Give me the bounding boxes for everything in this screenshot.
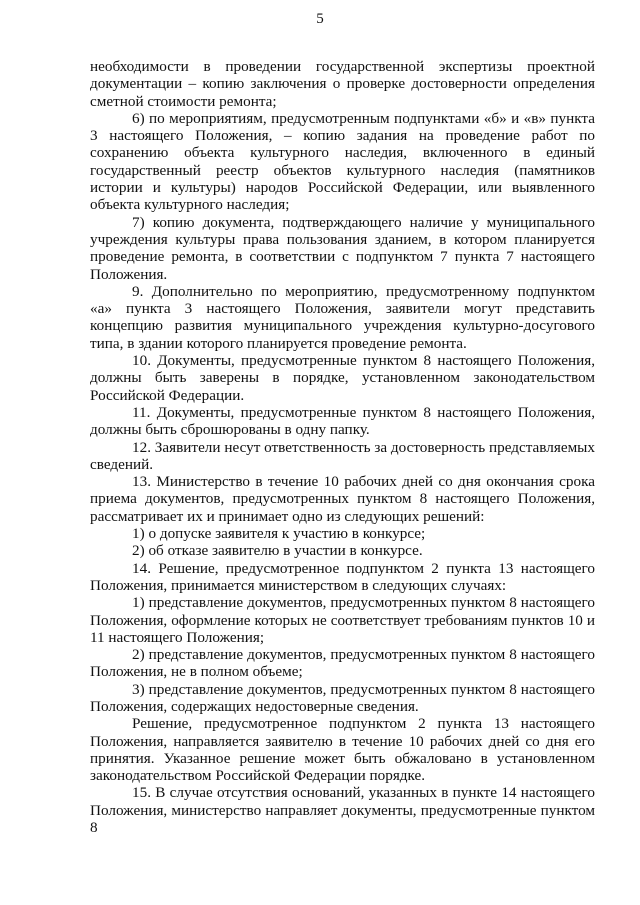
paragraph-clause-14-item-2: 2) представление документов, предусмотренных пунктом 8 настоящего Положения, не в полном объеме;: [90, 646, 595, 681]
paragraph-decision-notice: Решение, предусмотренное подпунктом 2 пункта 13 настоящего Положения, направляется заявителю в течение 10 рабочих дней со дня его принятия. Указанное решение может быть обжаловано в установленном законодательством Российской Федерации порядке.: [90, 715, 595, 785]
document-body: [90, 58, 595, 836]
paragraph-clause-13-item-1: 1) о допуске заявителя к участию в конкурсе;: [132, 525, 426, 543]
paragraph-clause-9: 9. Дополнительно по мероприятию, предусмотренному подпунктом «а» пункта 3 настоящего Положения, заявители могут представить концепцию развития муниципального учреждения культурно-досугового типа, в здании которого планируется проведение ремонта.: [90, 282, 595, 352]
paragraph-item-6: 6) по мероприятиям, предусмотренным подпунктами «б» и «в» пункта 3 настоящего Положения, – копию задания на проведение работ по сохранению объекта культурного наследия, включенного в единый государственный реестр объектов культурного наследия (памятников истории и культуры) народов Российской Федерации, или выявленного объекта культурного наследия;: [90, 109, 595, 214]
paragraph-clause-15: 15. В случае отсутствия оснований, указанных в пункте 14 настоящего Положения, министерство направляет документы, предусмотренные пунктом 8: [90, 784, 595, 837]
paragraph-clause-14-item-3: 3) представление документов, предусмотренных пунктом 8 настоящего Положения, содержащих недостоверные сведения.: [90, 680, 595, 715]
page-number: 5: [316, 11, 324, 27]
paragraph-clause-12: 12. Заявители несут ответственность за достоверность представляемых сведений.: [90, 438, 595, 473]
paragraph-clause-10: 10. Документы, предусмотренные пунктом 8 настоящего Положения, должны быть заверены в порядке, установленном законодательством Российской Федерации.: [90, 352, 595, 404]
paragraph-continuation: необходимости в проведении государственной экспертизы проектной документации – копию заключения о проверке достоверности определения сметной стоимости ремонта;: [90, 58, 595, 110]
paragraph-clause-14: 14. Решение, предусмотренное подпунктом 2 пункта 13 настоящего Положения, принимается министерством в следующих случаях:: [90, 559, 595, 594]
paragraph-clause-13-item-2: 2) об отказе заявителю в участии в конкурсе.: [132, 542, 423, 560]
paragraph-clause-13: 13. Министерство в течение 10 рабочих дней со дня окончания срока приема документов, предусмотренных пунктом 8 настоящего Положения, рассматривает их и принимает одно из следующих решений:: [90, 473, 595, 525]
paragraph-clause-11: 11. Документы, предусмотренные пунктом 8 настоящего Положения, должны быть сброшюрованы в одну папку.: [90, 403, 595, 439]
paragraph-clause-14-item-1: 1) представление документов, предусмотренных пунктом 8 настоящего Положения, оформление которых не соответствует требованиям пунктов 10 и 11 настоящего Положения;: [90, 594, 595, 646]
paragraph-item-7: 7) копию документа, подтверждающего наличие у муниципального учреждения культуры права пользования зданием, в котором планируется проведение ремонта, в соответствии с подпунктом 7 пункта 7 настоящего Положения.: [90, 213, 595, 283]
